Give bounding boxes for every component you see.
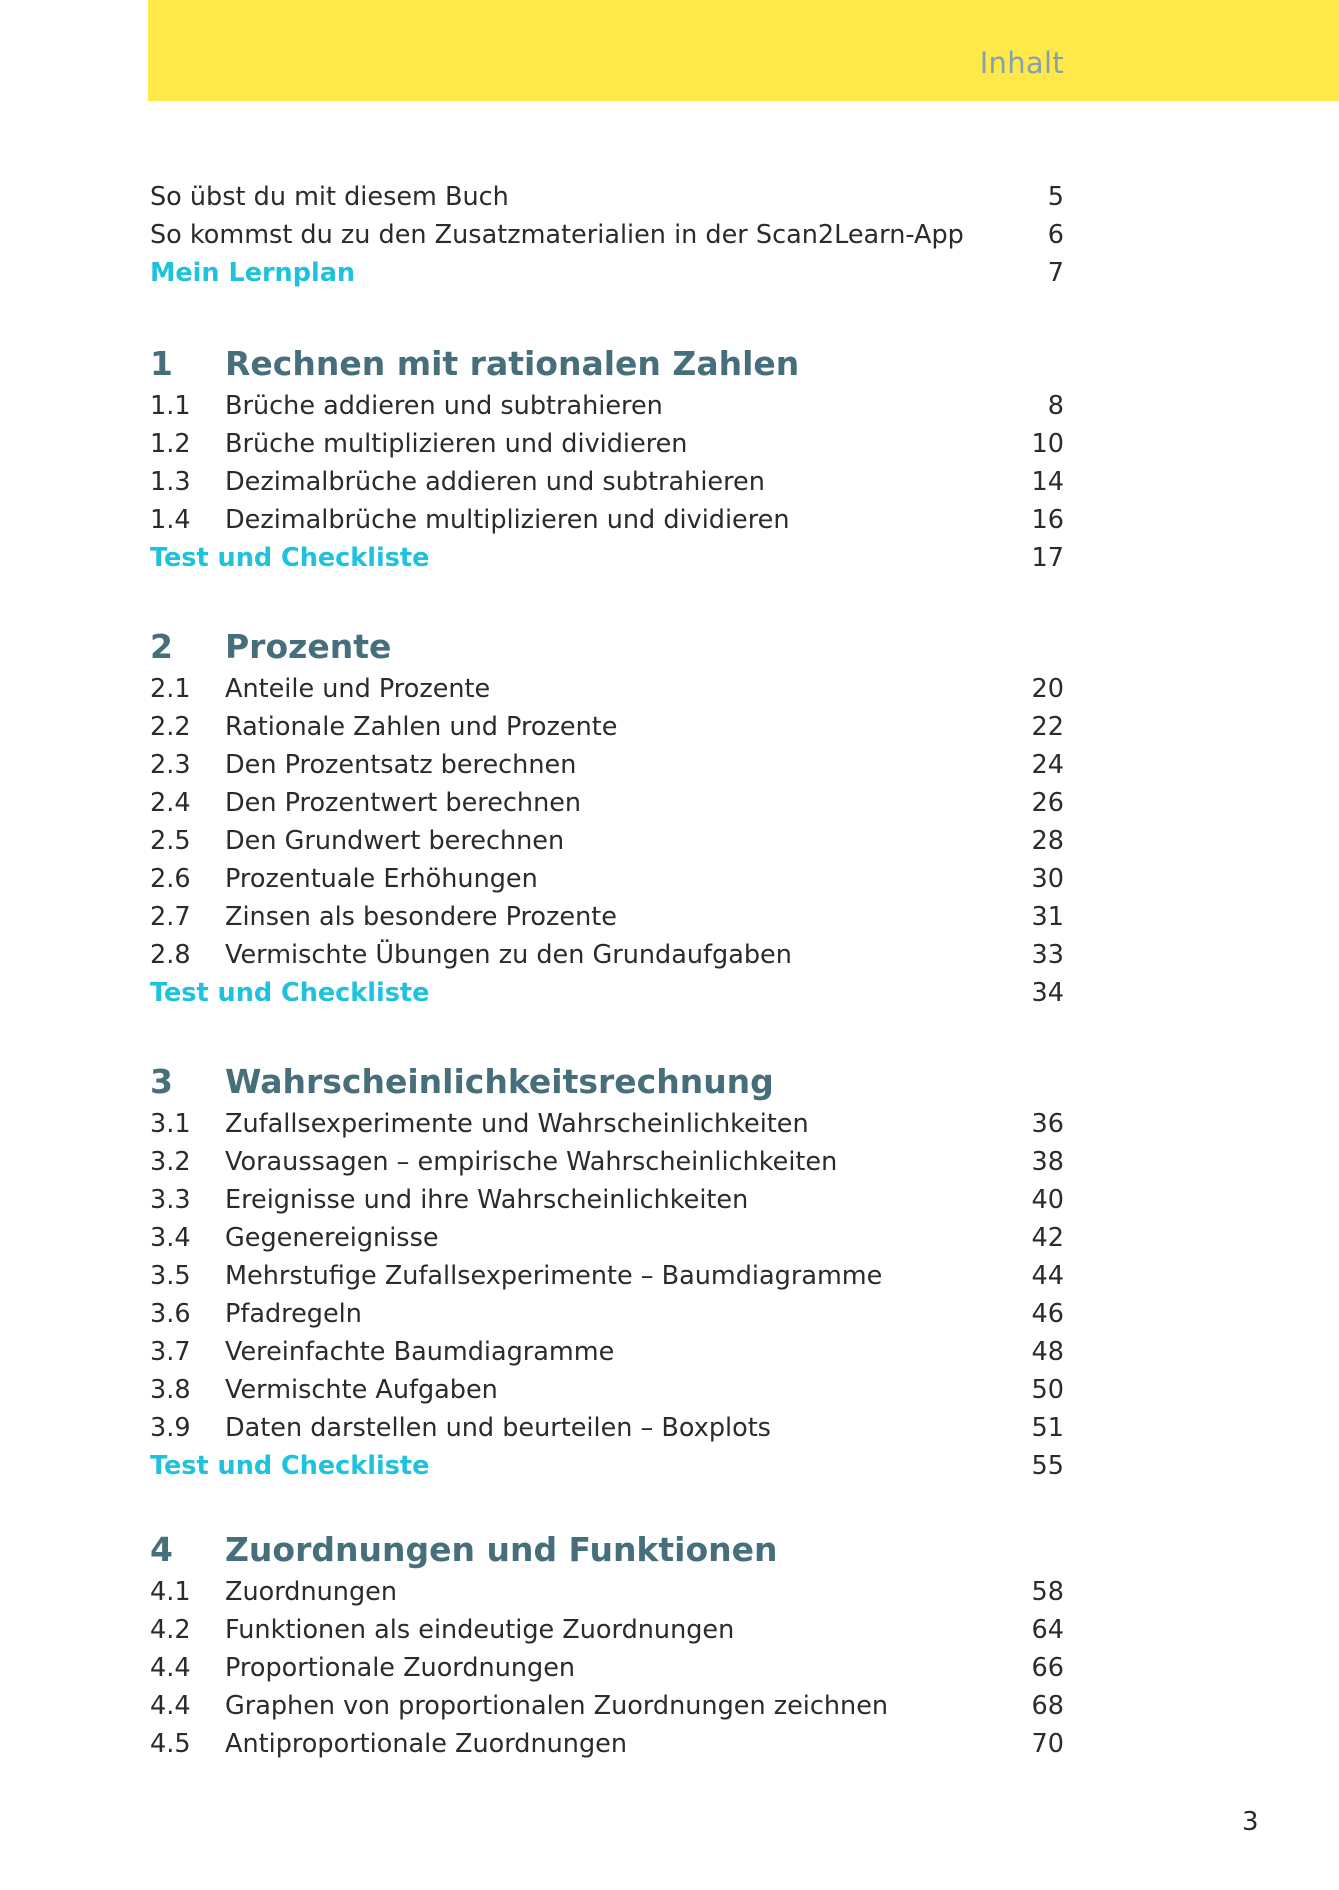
entry-page: 5 xyxy=(1047,182,1064,212)
entry-page: 17 xyxy=(1031,543,1064,573)
entry-page: 16 xyxy=(1031,505,1064,535)
section-number: 4.2 xyxy=(150,1615,191,1645)
section-number: 4.1 xyxy=(150,1577,191,1607)
entry-title: Ereignisse und ihre Wahrscheinlichkeiten xyxy=(225,1185,749,1215)
entry-title: Den Prozentsatz berechnen xyxy=(225,750,577,780)
entry-title: Zuordnungen xyxy=(225,1577,397,1607)
entry-title: Vermischte Aufgaben xyxy=(225,1375,498,1405)
toc-entry[interactable] xyxy=(150,501,1064,539)
page-number: 3 xyxy=(1242,1807,1259,1837)
entry-page: 33 xyxy=(1031,940,1064,970)
entry-title: So kommst du zu den Zusatzmaterialien in der Scan2Learn-App xyxy=(150,220,964,250)
chapter-title: Wahrscheinlichkeitsrechnung xyxy=(225,1062,774,1101)
entry-title: Pfadregeln xyxy=(225,1299,362,1329)
toc-entry-test[interactable] xyxy=(150,1447,1064,1485)
entry-page: 42 xyxy=(1031,1223,1064,1253)
section-number: 3.4 xyxy=(150,1223,191,1253)
entry-page: 64 xyxy=(1031,1615,1064,1645)
toc-entry[interactable] xyxy=(150,1219,1064,1257)
toc-entry[interactable] xyxy=(150,708,1064,746)
toc-entry[interactable] xyxy=(150,1725,1064,1763)
section-number: 3.9 xyxy=(150,1413,191,1443)
section-number: 3.3 xyxy=(150,1185,191,1215)
entry-page: 68 xyxy=(1031,1691,1064,1721)
entry-page: 48 xyxy=(1031,1337,1064,1367)
entry-title: Test und Checkliste xyxy=(150,978,430,1008)
entry-title: Prozentuale Erhöhungen xyxy=(225,864,538,894)
toc-entry[interactable] xyxy=(150,387,1064,425)
entry-page: 50 xyxy=(1031,1375,1064,1405)
entry-page: 44 xyxy=(1031,1261,1064,1291)
entry-page: 20 xyxy=(1031,674,1064,704)
toc-entry[interactable] xyxy=(150,1295,1064,1333)
header-band xyxy=(148,0,1339,101)
entry-page: 6 xyxy=(1047,220,1064,250)
entry-title: Brüche multiplizieren und dividieren xyxy=(225,429,688,459)
chapter-number: 4 xyxy=(150,1530,173,1569)
toc-entry[interactable] xyxy=(150,1371,1064,1409)
section-number: 2.7 xyxy=(150,902,191,932)
entry-title: Test und Checkliste xyxy=(150,543,430,573)
section-number: 2.6 xyxy=(150,864,191,894)
entry-page: 26 xyxy=(1031,788,1064,818)
entry-title: So übst du mit diesem Buch xyxy=(150,182,509,212)
entry-title: Funktionen als eindeutige Zuordnungen xyxy=(225,1615,735,1645)
entry-title: Dezimalbrüche addieren und subtrahieren xyxy=(225,467,765,497)
chapter-title: Prozente xyxy=(225,627,392,666)
toc-entry-test[interactable] xyxy=(150,974,1064,1012)
entry-page: 14 xyxy=(1031,467,1064,497)
section-number: 1.2 xyxy=(150,429,191,459)
section-number: 2.4 xyxy=(150,788,191,818)
entry-page: 34 xyxy=(1031,978,1064,1008)
entry-page: 8 xyxy=(1047,391,1064,421)
entry-page: 66 xyxy=(1031,1653,1064,1683)
toc-entry[interactable] xyxy=(150,746,1064,784)
section-number: 1.3 xyxy=(150,467,191,497)
section-number: 1.4 xyxy=(150,505,191,535)
section-number: 4.5 xyxy=(150,1729,191,1759)
toc-entry[interactable] xyxy=(150,860,1064,898)
entry-title: Daten darstellen und beurteilen – Boxplots xyxy=(225,1413,771,1443)
toc-entry-test[interactable] xyxy=(150,539,1064,577)
chapter-heading[interactable] xyxy=(150,1528,1064,1572)
toc-entry-lernplan[interactable] xyxy=(150,254,1064,292)
entry-page: 28 xyxy=(1031,826,1064,856)
toc-entry[interactable] xyxy=(150,822,1064,860)
entry-page: 22 xyxy=(1031,712,1064,742)
entry-page: 30 xyxy=(1031,864,1064,894)
entry-page: 31 xyxy=(1031,902,1064,932)
toc-entry[interactable] xyxy=(150,463,1064,501)
entry-page: 10 xyxy=(1031,429,1064,459)
toc-entry[interactable] xyxy=(150,1649,1064,1687)
header-title: Inhalt xyxy=(979,46,1064,80)
chapter-title: Rechnen mit rationalen Zahlen xyxy=(225,344,800,383)
section-number: 2.8 xyxy=(150,940,191,970)
toc-entry[interactable] xyxy=(150,1611,1064,1649)
chapter-number: 3 xyxy=(150,1062,173,1101)
entry-title: Zufallsexperimente und Wahrscheinlichkeiten xyxy=(225,1109,809,1139)
entry-title: Graphen von proportionalen Zuordnungen zeichnen xyxy=(225,1691,889,1721)
chapter-title: Zuordnungen und Funktionen xyxy=(225,1530,778,1569)
section-number: 4.4 xyxy=(150,1653,191,1683)
toc-entry[interactable] xyxy=(150,1333,1064,1371)
section-number: 3.5 xyxy=(150,1261,191,1291)
entry-title: Rationale Zahlen und Prozente xyxy=(225,712,618,742)
entry-title: Den Grundwert berechnen xyxy=(225,826,565,856)
toc-entry[interactable] xyxy=(150,784,1064,822)
section-number: 1.1 xyxy=(150,391,191,421)
entry-title: Test und Checkliste xyxy=(150,1451,430,1481)
entry-title: Vereinfachte Baumdiagramme xyxy=(225,1337,615,1367)
toc-entry[interactable] xyxy=(150,670,1064,708)
chapter-heading[interactable] xyxy=(150,342,1064,386)
entry-title: Brüche addieren und subtrahieren xyxy=(225,391,663,421)
section-number: 3.1 xyxy=(150,1109,191,1139)
entry-page: 58 xyxy=(1031,1577,1064,1607)
toc-entry[interactable] xyxy=(150,425,1064,463)
entry-page: 46 xyxy=(1031,1299,1064,1329)
toc-entry[interactable] xyxy=(150,1409,1064,1447)
section-number: 2.5 xyxy=(150,826,191,856)
toc-entry[interactable] xyxy=(150,1687,1064,1725)
chapter-heading[interactable] xyxy=(150,625,1064,669)
entry-title: Mein Lernplan xyxy=(150,258,356,288)
entry-page: 7 xyxy=(1047,258,1064,288)
entry-page: 70 xyxy=(1031,1729,1064,1759)
section-number: 3.2 xyxy=(150,1147,191,1177)
toc-entry[interactable] xyxy=(150,1105,1064,1143)
section-number: 3.6 xyxy=(150,1299,191,1329)
toc-entry[interactable] xyxy=(150,936,1064,974)
entry-page: 51 xyxy=(1031,1413,1064,1443)
section-number: 2.2 xyxy=(150,712,191,742)
entry-page: 36 xyxy=(1031,1109,1064,1139)
toc-entry-intro[interactable] xyxy=(150,216,1064,254)
entry-page: 55 xyxy=(1031,1451,1064,1481)
toc-entry-intro[interactable] xyxy=(150,178,1064,216)
entry-title: Zinsen als besondere Prozente xyxy=(225,902,617,932)
entry-title: Dezimalbrüche multiplizieren und dividieren xyxy=(225,505,790,535)
section-number: 4.4 xyxy=(150,1691,191,1721)
entry-title: Anteile und Prozente xyxy=(225,674,491,704)
section-number: 3.8 xyxy=(150,1375,191,1405)
toc-entry[interactable] xyxy=(150,1257,1064,1295)
entry-page: 38 xyxy=(1031,1147,1064,1177)
entry-page: 24 xyxy=(1031,750,1064,780)
section-number: 2.3 xyxy=(150,750,191,780)
chapter-heading[interactable] xyxy=(150,1060,1064,1104)
toc-entry[interactable] xyxy=(150,1573,1064,1611)
section-number: 2.1 xyxy=(150,674,191,704)
chapter-number: 1 xyxy=(150,344,173,383)
toc-entry[interactable] xyxy=(150,1143,1064,1181)
entry-page: 40 xyxy=(1031,1185,1064,1215)
entry-title: Den Prozentwert berechnen xyxy=(225,788,582,818)
entry-title: Antiproportionale Zuordnungen xyxy=(225,1729,627,1759)
entry-title: Mehrstufige Zufallsexperimente – Baumdiagramme xyxy=(225,1261,883,1291)
section-number: 3.7 xyxy=(150,1337,191,1367)
chapter-number: 2 xyxy=(150,627,173,666)
entry-title: Proportionale Zuordnungen xyxy=(225,1653,576,1683)
toc-entry[interactable] xyxy=(150,1181,1064,1219)
entry-title: Vermischte Übungen zu den Grundaufgaben xyxy=(225,940,792,970)
toc-entry[interactable] xyxy=(150,898,1064,936)
entry-title: Gegenereignisse xyxy=(225,1223,439,1253)
entry-title: Voraussagen – empirische Wahrscheinlichkeiten xyxy=(225,1147,838,1177)
